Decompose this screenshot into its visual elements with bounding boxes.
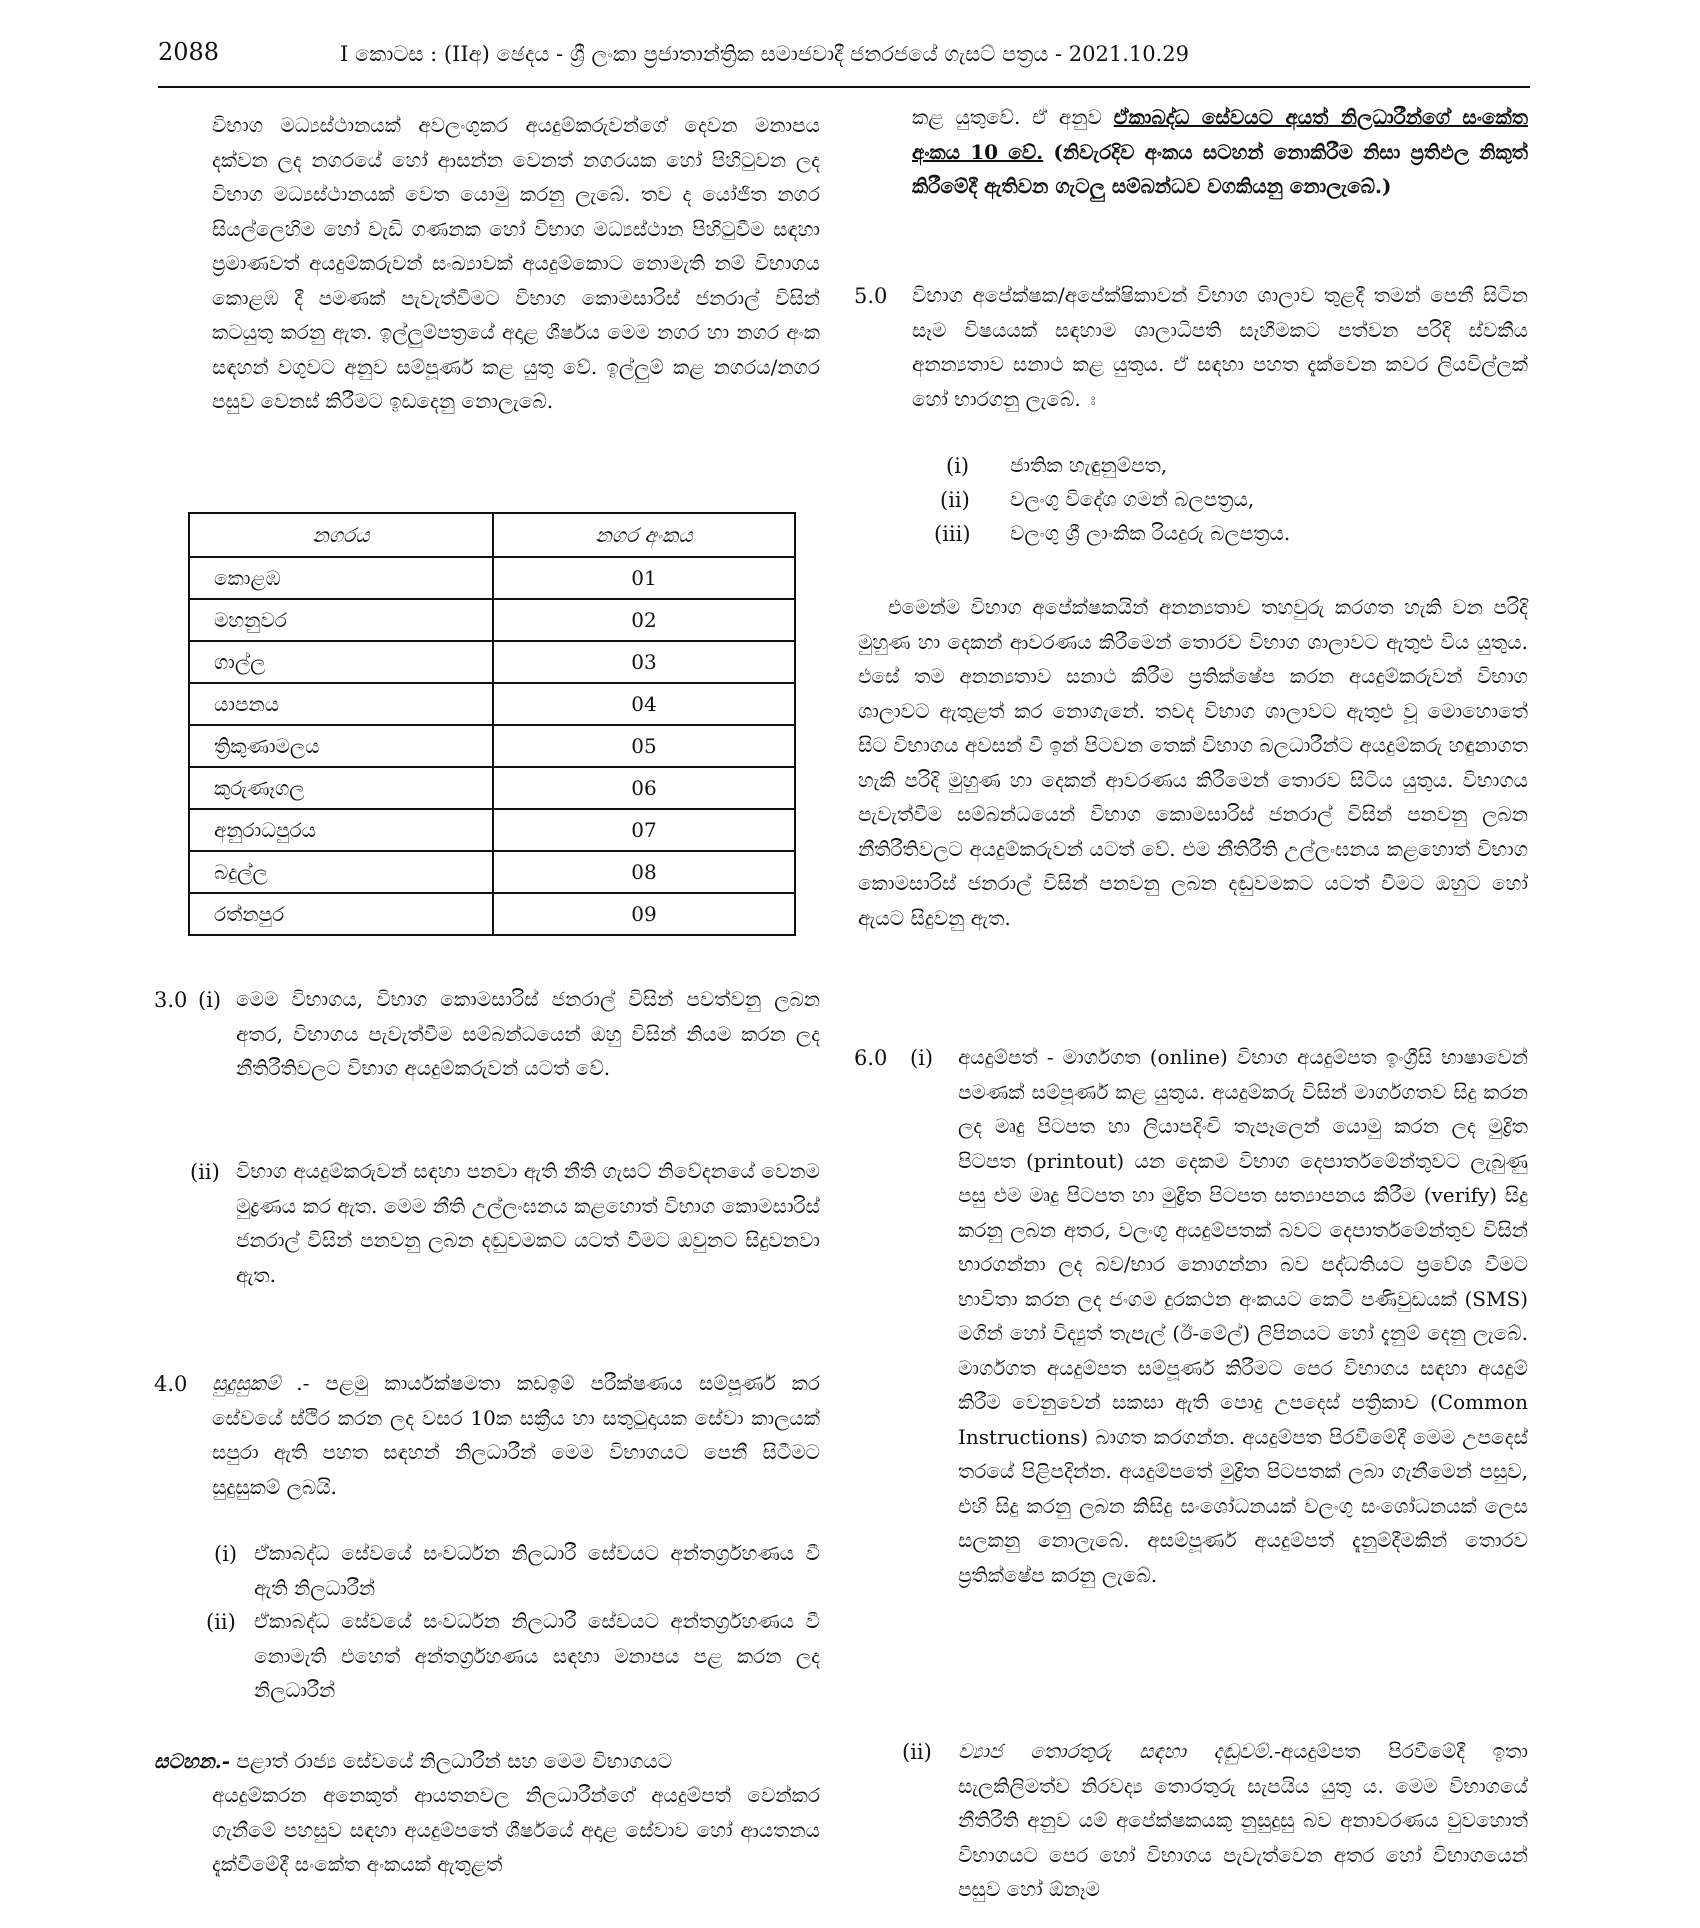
table-row (189, 641, 795, 683)
id-item-text: වලංගු විදේශ ගමන් බලපත්‍රය, (1010, 487, 1255, 511)
section-6-ii-number: (ii) (902, 1740, 932, 1764)
city-cell: අනුරාධපුරය (189, 809, 493, 851)
section-6-i-text: අයදුම්පත් - මාර්ගගත (online) විභාග අයදුම්පත ඉංග්‍රීසි භාෂාවෙන් පමණක් සම්පූර්ණ කළ යුතුය. අයදුම්කරු විසින් මාර්ගගතව සිදු කරන ලද මෘදු පිටපත හා ලියාපදිංචි තැපෑලෙන් යොමු කරන ලද මුද්‍රිත පිටපත (printout) යන දෙකම විභාග දෙපාර්තමේන්තුවට ලැබුණු පසු එම මෘදු පිටපත හා මුද්‍රිත පිටපත සත්‍යාපනය කිරීම (verify) සිදු කරනු ලබන අතර, වලංගු අයදුම්පතක් බවට දෙපාර්තමේන්තුව විසින් භාරගන්නා ලද බව/භාර නොගන්නා බව පද්ධතියට ප්‍රවේශ වීමට භාවිතා කරන ලද ජංගම දුරකථන අංකයට කෙටි පණිවුඩයක් (SMS) මගින් හෝ විද්‍යුත් තැපැල් (ඊ-මේල්) ලිපිනයට හෝ දැනුම් දෙනු ලැබේ. මාර්ගගත අයදුම්පත සම්පූර්ණ කිරීමට පෙර විභාගය සඳහා අයදුම් කිරීම වෙනුවෙන් සකසා ඇති පොදු උපදෙස් පත්‍රිකාව (Common Instructions) බාගත කරගන්න. අයදුම්පත පිරවීමේදී මෙම උපදෙස් තරයේ පිළිපදින්න. අයදුම්පතේ මුද්‍රිත පිටපතක් ලබා ගැනීමෙන් පසුව, එහි සිදු කරනු ලබන කිසිදු සංශෝධනයක් වලංගු සංශෝධනයක් ලෙස සලකනු නොලැබේ. අසම්පූර්ණ අයදුම්පත් දැනුම්දීමකින් තොරව ප්‍රතික්ෂේප කරනු ලැබේ. (958, 1045, 1528, 1587)
section-3-ii-number: (ii) (190, 1160, 220, 1184)
code-cell: 08 (493, 851, 795, 893)
section-4-body: පළමු කාර්යක්ෂමතා කඩඉම් පරීක්ෂණය සම්පූර්ණ කර සේවයේ ස්ථිර කරන ලද වසර 10ක සක්‍රීය හා සතුටුදායක සේවා කාලයක් සපුරා ඇති පහත සඳහන් නිලධාරීන් මෙම විභාගයට පෙනී සිටීමට සුදුසුකම් ලබයි. (212, 1371, 820, 1499)
id-item-text: වලංගු ශ්‍රී ලාංකික රියදුරු බලපත්‍රය. (1010, 521, 1291, 545)
section-4-i-number: (i) (214, 1542, 238, 1566)
section-4-i-text: ඒකාබද්ධ සේවයේ සංවර්ධන නිලධාරී සේවයට අන්තර්ග්‍රහණය වී ඇති නිලධාරීන් (254, 1541, 820, 1600)
section-3-ii-text: විභාග අයදුම්කරුවන් සඳහා පනවා ඇති නීති ගැසට් නිවේදනයේ වෙනම මුද්‍රණය කර ඇත. මෙම නීති උල්ලංඝනය කළහොත් විභාග කොමසාරිස් ජනරාල් විසින් පනවනු ලබන දඬුවමකට යටත් වීමට ඔවුනට සිදුවනවා ඇත. (236, 1159, 820, 1287)
section-4-ii-number: (ii) (206, 1610, 236, 1634)
section-6-ii-body: අයදුම්පත පිරවීමේදී ඉතා සැලකිලිමත්ව නිරවද්‍ය තොරතුරු සැපයිය යුතු ය. මෙම විභාගයේ නීතිරීති අනුව යම් අපේක්ෂකයකු නුසුදුසු බව අනාවරණය වුවහොත් විභාගයට පෙර හෝ විභාගය පැවැත්වෙන අතර හෝ විභාගයෙන් පසුව හෝ ඕනෑම (958, 1739, 1528, 1901)
table-row (189, 557, 795, 599)
code-cell: 03 (493, 641, 795, 683)
table-row (189, 683, 795, 725)
table-row (189, 767, 795, 809)
city-code-table (188, 512, 796, 936)
section-6-ii-heading: ව්‍යාජ තොරතුරු සඳහා දඬුවම්.- (958, 1739, 1281, 1763)
section-3-i-number: (i) (198, 988, 222, 1012)
code-cell: 09 (493, 893, 795, 935)
page-number: 2088 (158, 38, 220, 66)
continued-underlined: ඒකාබද්ධ සේවයට අයත් නිලධාරීන්ගේ සංකේත අංකය 10 වේ. (912, 105, 1528, 164)
city-cell: ගාල්ල (189, 641, 493, 683)
table-row (189, 725, 795, 767)
section-5-paragraph: එමෙන්ම විභාග අපේක්ෂකයින් අනන්‍යතාව තහවුරු කරගත හැකි වන පරිදි මුහුණ හා දෙකන් ආවරණය කිරීමෙන් තොරව විභාග ශාලාවට ඇතුළු විය යුතුය. එසේ තම අනන්‍යතාව සනාථ කිරීම ප්‍රතික්ෂේප කරන අයදුම්කරුවන් විභාග ශාලාවට ඇතුළත් කර නොගැනේ. තවද විභාග ශාලාවට ඇතුළු වූ මොහොතේ සිට විභාගය අවසන් වී ඉන් පිටවන තෙක් විභාග බලධාරීන්ට අයදුම්කරු හඳුනාගත හැකි පරිදි මුහුණ හා දෙකන් ආවරණය කිරීමෙන් තොරව සිටිය යුතුය. විභාගය පැවැත්වීම සම්බන්ධයෙන් විභාග කොමසාරිස් ජනරාල් විසින් පනවනු ලබන නීතිරීතිවලට අයදුම්කරුවන් යටත් වේ. එම නීතිරීති උල්ලංඝනය කළහොත් විභාග කොමසාරිස් ජනරාල් විසින් පනවනු ලබන දඬුවමකට යටත් වීමට ඔහුට හෝ ඇයට සිදුවනු ඇත. (858, 595, 1528, 930)
code-cell: 04 (493, 683, 795, 725)
code-cell: 06 (493, 767, 795, 809)
section-4-number: 4.0 (154, 1372, 188, 1396)
table-row (189, 893, 795, 935)
city-cell: මහනුවර (189, 599, 493, 641)
continued-bold: (නිවැරදිව අංකය සටහන් නොකිරීම නිසා ප්‍රතිඵල නිකුත් කිරීමේදී ඇතිවන ගැටලු සම්බන්ධව වගකියනු නොලැබේ.) (912, 139, 1528, 198)
city-cell: කොළඹ (189, 557, 493, 599)
code-cell: 02 (493, 599, 795, 641)
section-4-heading: සුදුසුකම් .- (212, 1371, 310, 1395)
section-3-i-text: මෙම විභාගය, විභාග කොමසාරිස් ජනරාල් විසින් පවත්වනු ලබන අතර, විභාගය පැවැත්වීම සම්බන්ධයෙන් ඔහු විසින් නියම කරන ලද නීතිරීතිවලට විභාග අයදුම්කරුවන් යටත් වේ. (236, 987, 820, 1080)
continued-plain: කළ යුතුවේ. ඒ අනුව (912, 105, 1114, 129)
continued-paragraph (912, 100, 1528, 204)
section-5-text: විභාග අපේක්ෂක/අපේක්ෂිකාවන් විභාග ශාලාව තුළදී තමන් පෙනී සිටින සෑම විෂයයක් සඳහාම ශාලාධිපති සෑහීමකට පත්වන පරිදි ස්වකීය අනන්‍යතාව සනාථ කළ යුතුය. ඒ සඳහා පහත දැක්වෙන කවර ලියවිල්ලක් හෝ භාරගනු ලැබේ. ඃ (912, 283, 1528, 411)
section-6-ii-text (958, 1734, 1528, 1907)
city-cell: රත්නපුර (189, 893, 493, 935)
table-row (189, 851, 795, 893)
id-item-number: (i) (946, 454, 970, 478)
header-rule (158, 86, 1530, 88)
col-header-city: නගරය (189, 513, 493, 557)
note-text: අයදුම්කරන අනෙකුත් ආයතනවල නිලධාරීන්ගේ අයදුම්පත් වෙන්කර ගැනීමේ පහසුව සඳහා අයදුම්පතේ ශීර්ෂයේ අදාළ සේවාව හෝ ආයතනය දැක්වීමේදී සංකේත අංකයක් ඇතුළත් (212, 1783, 820, 1876)
id-item-number: (ii) (940, 488, 970, 512)
gazette-header-title: I කොටස : (IIඅ) ඡෙදය - ශ්‍රී ලංකා ප්‍රජාතාන්ත්‍රික සමාජවාදී ජනරජයේ ගැසට් පත්‍රය - 2021.10.29 (340, 42, 1190, 66)
city-cell: බදුල්ල (189, 851, 493, 893)
section-6-i-number: (i) (910, 1046, 934, 1070)
table-row (189, 809, 795, 851)
id-item-text: ජාතික හැඳුනුම්පත, (1010, 453, 1168, 477)
section-4-ii-text: ඒකාබද්ධ සේවයේ සංවර්ධන නිලධාරී සේවයට අන්තර්ග්‍රහණය වී නොමැති එහෙත් අන්තර්ග්‍රහණය සඳහා මනාපය පළ කරන ලද නිලධාරීන් (254, 1609, 820, 1702)
section-5-number: 5.0 (854, 284, 888, 308)
note-first-line (154, 1744, 820, 1779)
code-cell: 07 (493, 809, 795, 851)
section-6-number: 6.0 (854, 1046, 888, 1070)
section-4-text (212, 1366, 820, 1504)
city-cell: ත්‍රිකුණාමලය (189, 725, 493, 767)
id-item-number: (iii) (934, 522, 971, 546)
code-cell: 01 (493, 557, 795, 599)
note-first-text: පළාත් රාජ්‍ය සේවයේ නිලධාරීන් සහ මෙම විභාගයට (230, 1749, 673, 1773)
section-3-number: 3.0 (154, 988, 188, 1012)
city-cell: කුරුණෑගල (189, 767, 493, 809)
col-header-code: නගර අංකය (493, 513, 795, 557)
note-heading: සටහන.- (154, 1749, 231, 1773)
code-cell: 05 (493, 725, 795, 767)
table-row (189, 599, 795, 641)
city-cell: යාපනය (189, 683, 493, 725)
table-header-row (189, 513, 795, 557)
intro-paragraph: විභාග මධ්‍යස්ථානයක් අවලංගුකර අයදුම්කරුවන්ගේ දෙවන මනාපය දක්වන ලද නගරයේ හෝ ආසන්න වෙනත් නගරයක හෝ පිහිටුවන ලද විභාග මධ්‍යස්ථානයක් වෙත යොමු කරනු ලැබේ. තව ද යෝජිත නගර සියල්ලෙහිම හෝ වැඩි ගණනක හෝ විභාග මධ්‍යස්ථාන පිහිටුවීම සඳහා ප්‍රමාණවත් අයදුම්කරුවන් සංඛ්‍යාවක් අයදුම්කොට නොමැති නම් විභාගය කොළඹ දී පමණක් පැවැත්වීමට විභාග කොමසාරිස් ජනරාල් විසින් කටයුතු කරනු ඇත. ඉල්ලුම්පත්‍රයේ අදාළ ශීර්ෂය මෙම නගර හා නගර අංක සඳහන් වගුවට අනුව සම්පූර්ණ කළ යුතු වේ. ඉල්ලුම් කළ නගරය/නගර පසුව වෙනස් කිරීමට ඉඩදෙනු නොලැබේ. (212, 113, 820, 413)
